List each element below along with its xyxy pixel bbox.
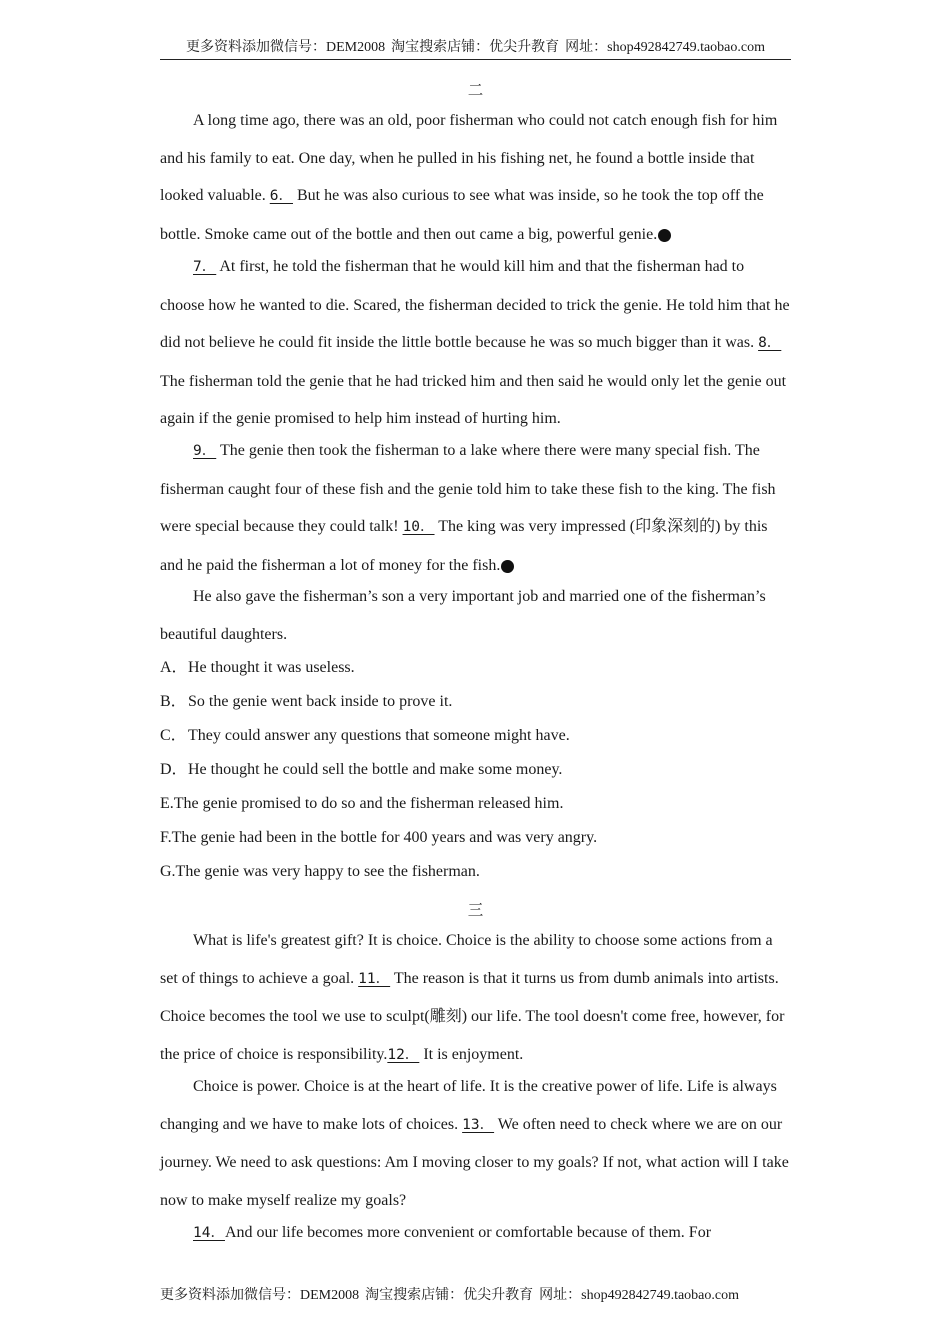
footer-wechat: 更多资料添加微信号：DEM2008 [160,1288,360,1303]
text: But he was also curious to see what was inside, so he took the top off the bottle. Smoke came out of the bottle and then out came a big, powerful genie. [160,187,764,243]
text: Choice is power. Choice is at the heart of life. It is the creative power of life. Life is always changing and we have to make lots of choices. [160,1078,777,1133]
option-text: So the genie went back inside to prove it. [188,693,453,710]
text: It is enjoyment. [419,1045,524,1063]
text: We often need to check where we are on our journey. We need to ask questions: Am I moving closer to my goals? If not, what action will I take now to make myself realize my goals? [160,1115,789,1209]
option-text: He thought he could sell the bottle and make some money. [188,761,563,778]
text: At first, he told the fisherman that he would kill him and that the fisherman had to choose how he wanted to die. Scared, the fisherman decided to trick the genie. He told him that he did not believe he could fit inside the little bottle because he was so much bigger than it was. [160,258,790,351]
blank-10[interactable]: 10． [402,519,435,535]
blank-6[interactable]: 6． [269,188,293,204]
blank-12[interactable]: 12． [387,1046,420,1063]
text: And our life becomes more convenient or comfortable because of them. For [224,1224,712,1241]
blank-11[interactable]: 11． [358,970,391,987]
option-letter: B． [160,693,187,710]
page-header [160,38,791,60]
header-site: 网址：shop492842749.taobao.com [565,40,765,55]
footer-site: 网址：shop492842749.taobao.com [539,1288,739,1303]
option-b[interactable] [160,692,452,712]
blank-13[interactable]: 13． [462,1116,495,1133]
text: The reason is that it turns us from dumb animals into artists. Choice becomes the tool we use to sculpt(雕刻) our life. The tool doesn't come free, however, for the price of choice is responsibility. [160,969,785,1063]
option-letter: C． [160,727,187,744]
option-text: He thought it was useless. [188,659,355,676]
text: The king was very impressed (印象深刻的) by this and he paid the fisherman a lot of money for the fish. [160,518,768,574]
option-f[interactable] [160,828,597,848]
text: What is life's greatest gift? It is choice. Choice is the ability to choose some actions from a set of things to achieve a goal. [160,932,773,987]
option-text: They could answer any questions that someone might have. [188,727,570,744]
section-2-heading: 二 [467,82,484,99]
option-c[interactable] [160,726,570,746]
option-text: F.The genie had been in the bottle for 400 years and was very angry. [160,829,598,846]
option-d[interactable] [160,760,562,780]
section-3-paragraph-1 [160,922,791,1074]
section-2-paragraph-4: He also gave the fisherman’s son a very important job and married one of the fisherman’s beautiful daughters. [160,588,766,643]
blank-9[interactable]: 9． [193,443,217,459]
section-2-paragraph-1 [160,102,791,253]
header-wechat: 更多资料添加微信号：DEM2008 [186,40,386,55]
text: A long time ago, there was an old, poor fisherman who could not catch enough fish for him and his family to eat. One day, when he pulled in his fishing net, he found a bottle inside that looked valuable. [160,112,778,204]
option-g[interactable] [160,862,480,882]
page-footer [160,1286,739,1306]
footer-shop: 淘宝搜索店铺：优尖升教育 [365,1288,534,1303]
section-3-heading: 三 [467,902,484,919]
blank-7[interactable]: 7． [193,259,217,275]
footnote-marker-1: 1 [658,229,671,242]
option-letter: D． [160,761,188,778]
text: The genie then took the fisherman to a lake where there were many special fish. The fisherman caught four of these fish and the genie told him to take these fish to the king. The fish were special because they could talk! [160,442,776,535]
section-2-paragraph-3 [160,432,791,584]
blank-8[interactable]: 8． [758,335,782,351]
blank-14[interactable]: 14． [193,1225,225,1241]
section-3-paragraph-2 [160,1068,791,1219]
footnote-marker-2: 2 [501,560,514,573]
option-a[interactable] [160,658,355,678]
option-e[interactable] [160,794,563,814]
section-2-paragraph-2 [160,248,791,438]
header-shop: 淘宝搜索店铺：优尖升教育 [391,40,560,55]
text: The fisherman told the genie that he had tricked him and then said he would only let the genie out again if the genie promised to help him instead of hurting him. [160,372,787,427]
option-letter: A． [160,659,188,676]
section-3-paragraph-3 [160,1214,791,1253]
option-text: E.The genie promised to do so and the fisherman released him. [160,795,564,812]
option-text: G.The genie was very happy to see the fisherman. [160,863,480,880]
